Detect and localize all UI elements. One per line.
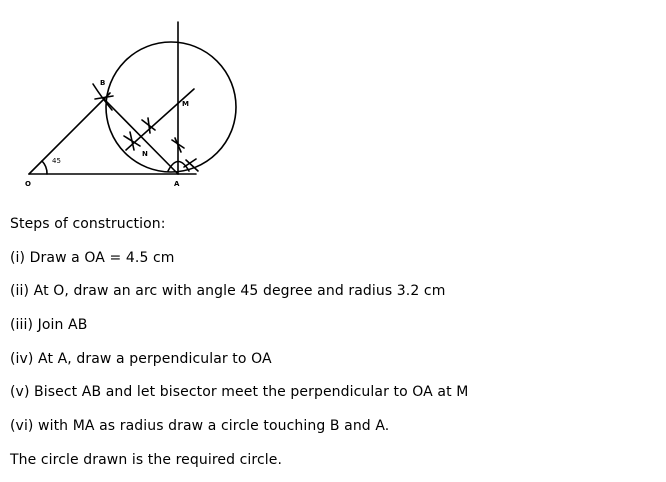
segment-ob xyxy=(29,93,110,174)
steps-conclusion: The circle drawn is the required circle. xyxy=(10,451,283,468)
step-2: (ii) At O, draw an arc with angle 45 degree and radius 3.2 cm xyxy=(10,283,446,300)
step-4: (iv) At A, draw a perpendicular to OA xyxy=(10,350,272,367)
label-a: A xyxy=(174,180,180,188)
angle-arc-o xyxy=(42,161,47,174)
construction-figure xyxy=(0,0,666,200)
label-o: O xyxy=(25,180,31,188)
step-5: (v) Bisect AB and let bisector meet the perpendicular to OA at M xyxy=(10,384,469,401)
step-1: (i) Draw a OA = 4.5 cm xyxy=(10,249,175,266)
required-circle xyxy=(106,42,236,172)
bisector-of-ab xyxy=(126,89,194,150)
steps-heading: Steps of construction: xyxy=(10,216,166,232)
step-6: (vi) with MA as radius draw a circle touching B and A. xyxy=(10,418,390,435)
label-b: B xyxy=(100,79,106,87)
step-3: (iii) Join AB xyxy=(10,317,88,334)
label-n: N xyxy=(142,150,148,158)
angle-label-45: 45 xyxy=(52,157,61,165)
label-m: M xyxy=(182,100,189,108)
construction-steps xyxy=(10,208,650,478)
